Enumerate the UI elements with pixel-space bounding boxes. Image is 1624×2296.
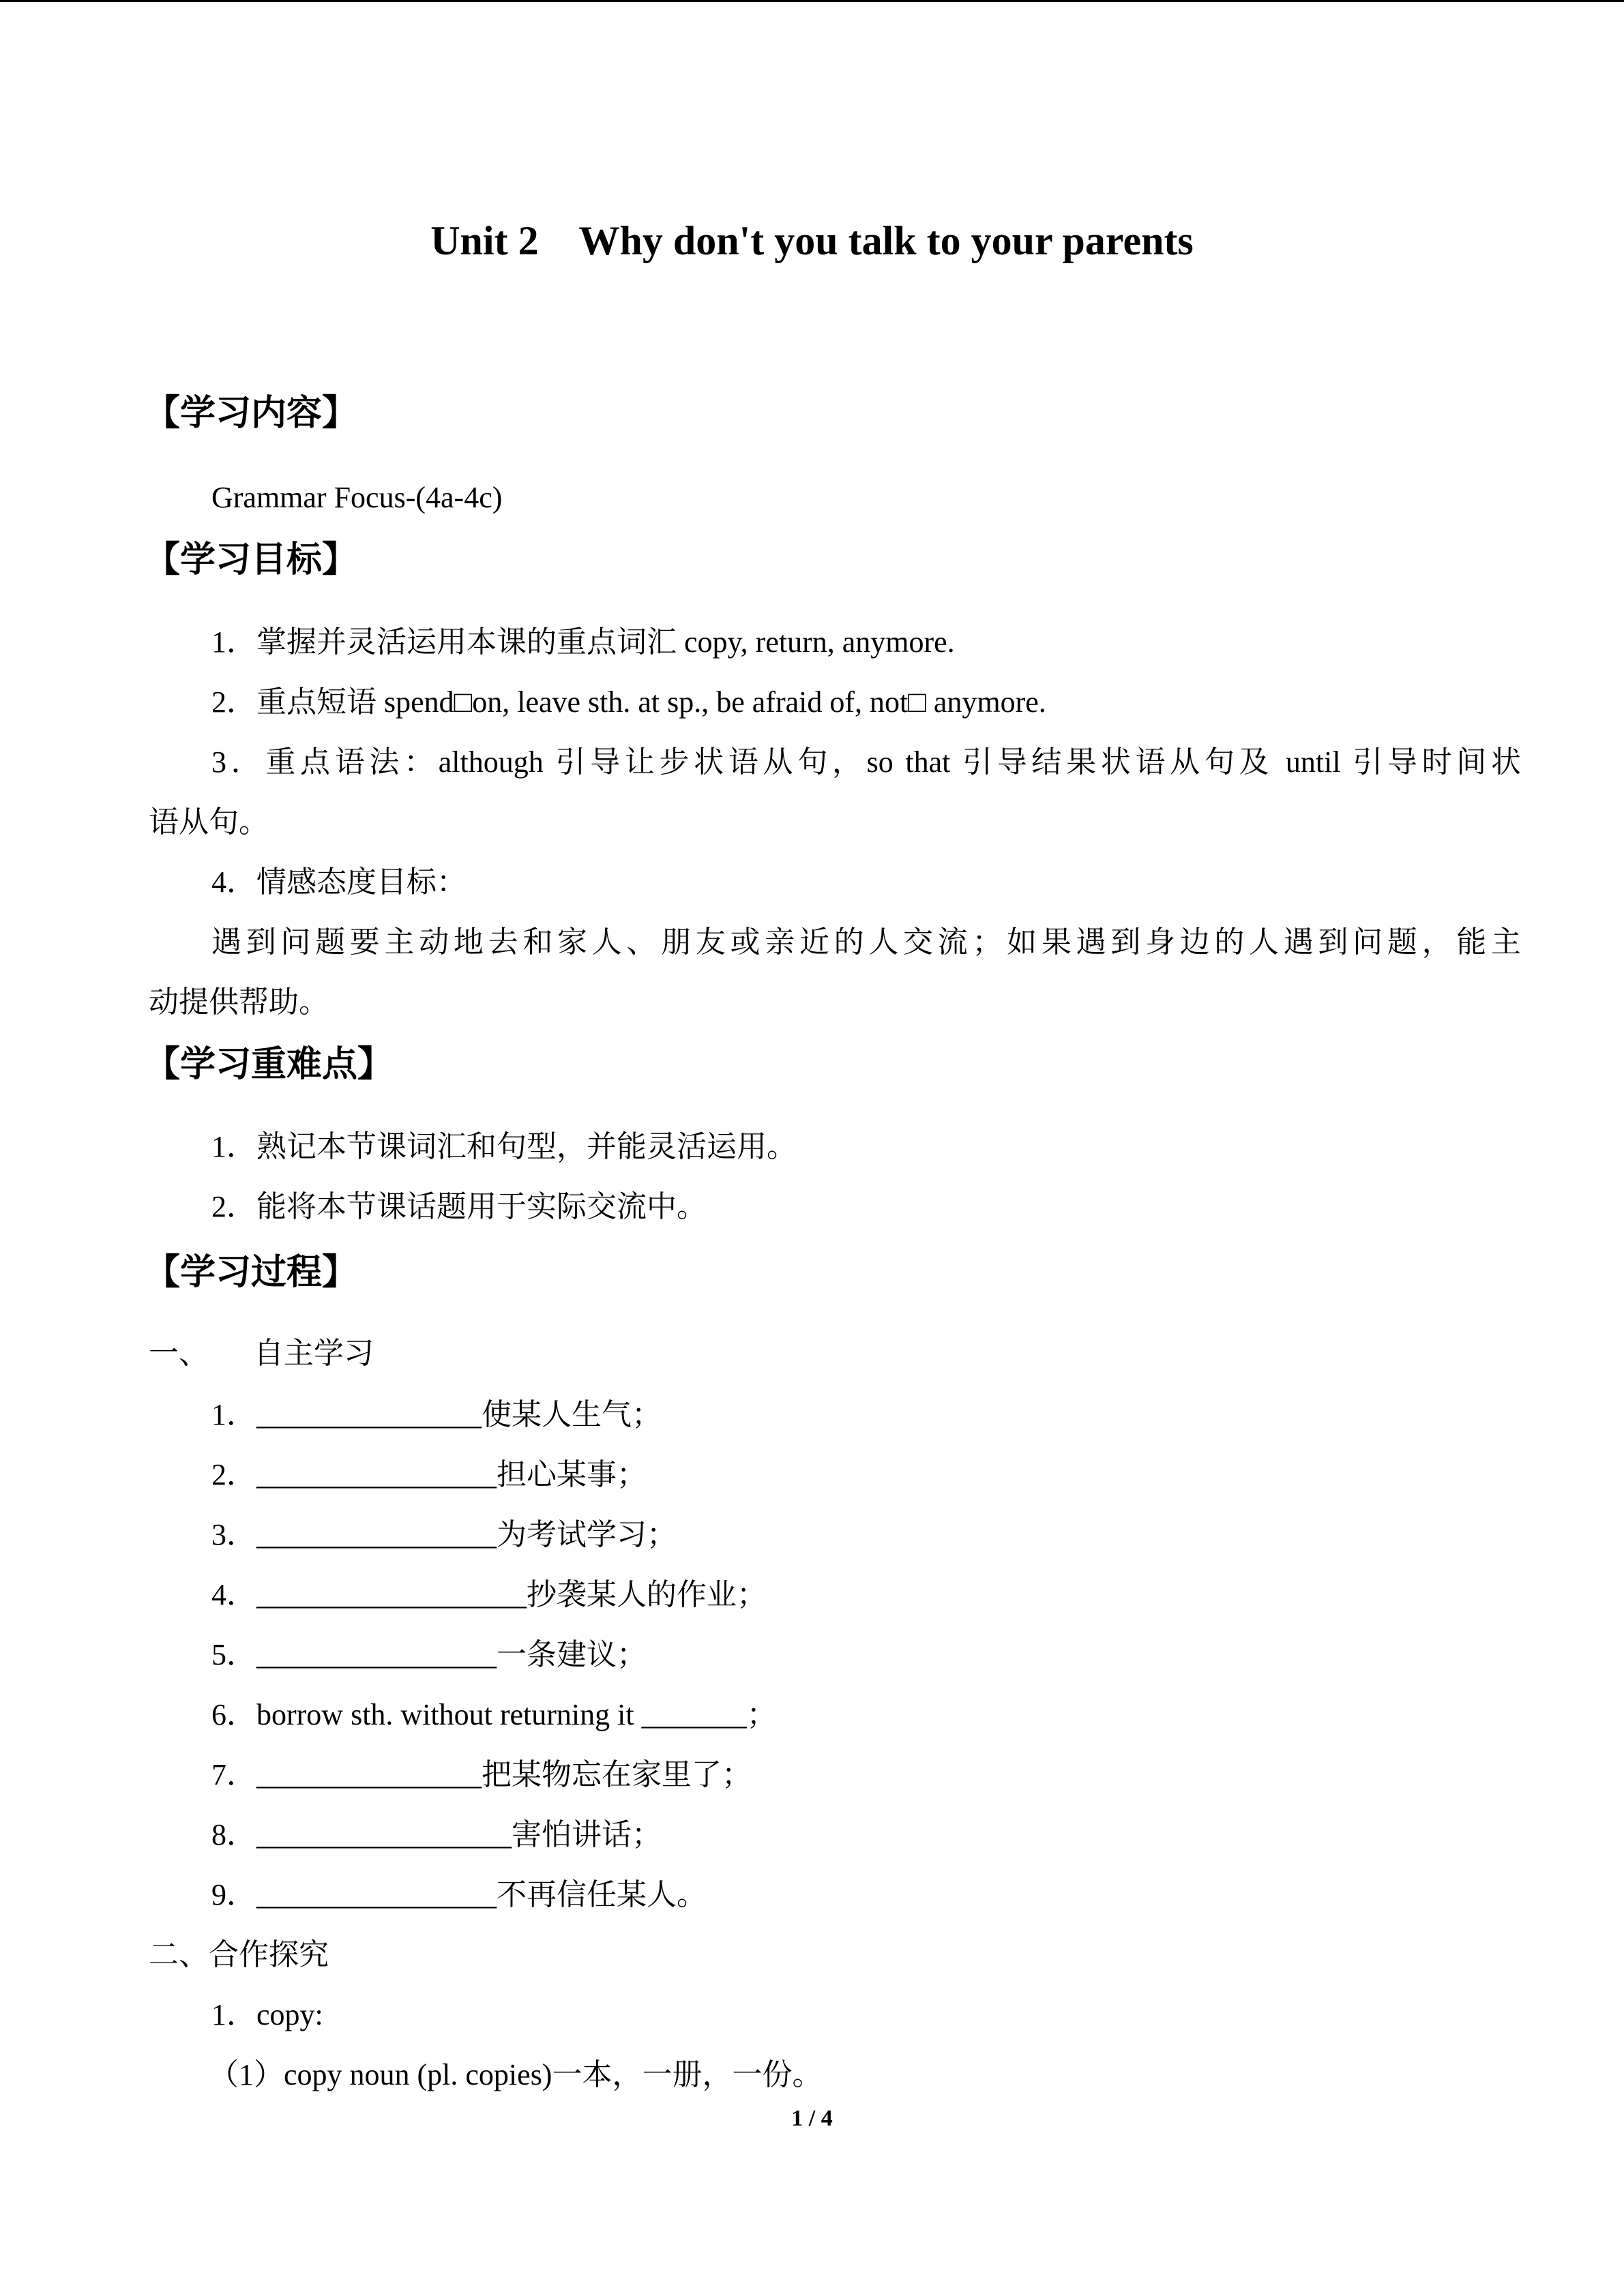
section-heading-key-points: 【学习重难点】 [145,1044,394,1085]
key-point-item: 1．熟记本节课词汇和句型，并能灵活运用。 [211,1130,797,1163]
study-item: 1．copy: [211,1998,323,2031]
exercise-item: 1．_______________使某人生气； [211,1398,662,1431]
key-point-item: 2．能将本节课话题用于实际交流中。 [211,1190,707,1223]
exercise-item: 5．________________一条建议； [211,1638,647,1671]
exercise-item: 2．________________担心某事； [211,1458,647,1491]
goal-item: 遇到问题要主动地去和家人、朋友或亲近的人交流；如果遇到身边的人遇到问题，能主 [211,925,1521,959]
goal-item: 动提供帮助。 [149,985,329,1019]
goal-item: 4．情感态度目标： [211,865,467,899]
exercise-item: 9．________________不再信任某人。 [211,1878,707,1911]
exercise-item: 7．_______________把某物忘在家里了； [211,1758,752,1791]
goal-item: 语从句。 [149,805,269,839]
goal-item: 2．重点短语 spend□on, leave sth. at sp., be afraid of, not□ anymore. [211,685,1046,719]
process-part1-title: 一、 自主学习 [149,1337,374,1370]
section-heading-process: 【学习过程】 [145,1252,358,1293]
goal-item: 3．重点语法：although 引导让步状语从句，so that 引导结果状语从句及 until 引导时间状 [211,745,1521,779]
exercise-item: 6．borrow sth. without returning it _______； [211,1698,777,1731]
page-number: 1 / 4 [791,2106,833,2131]
exercise-item: 4．__________________抄袭某人的作业； [211,1578,767,1611]
exercise-item: 3．________________为考试学习； [211,1518,677,1551]
exercise-item: 8．_________________害怕讲话； [211,1818,662,1851]
section-heading-content: 【学习内容】 [145,393,358,434]
study-item: （1）copy noun (pl. copies)一本，一册，一份。 [209,2058,823,2091]
content-text: Grammar Focus-(4a-4c) [211,481,503,514]
page-title: Unit 2 Why don't you talk to your parents [430,218,1194,263]
goal-item: 1．掌握并灵活运用本课的重点词汇 copy, return, anymore. [211,625,955,659]
section-heading-goals: 【学习目标】 [145,539,358,580]
process-part2-title: 二、合作探究 [149,1938,329,1971]
